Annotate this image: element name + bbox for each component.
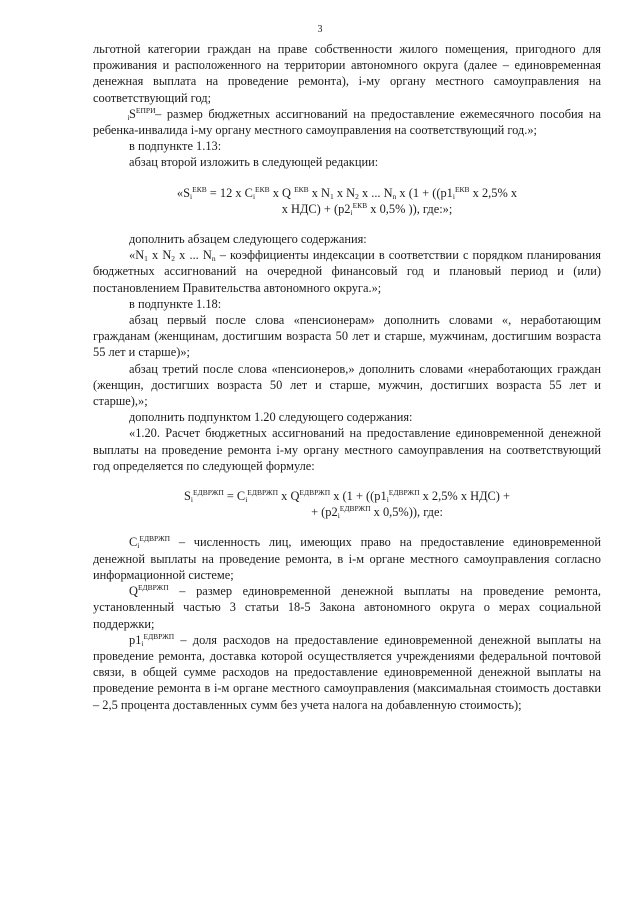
- paragraph-2-text: – размер бюджетных ассигнований на предоставление ежемесячного пособия на ребенка-инвалида i-му органу местного самоуправления на соответствующий год.»;: [93, 106, 601, 138]
- symbol-sub: i: [127, 112, 130, 122]
- formula-edvrzhp: [93, 488, 601, 520]
- page-number: 3: [317, 24, 323, 35]
- formula-ekv-line-1: «$S_i^{ЕКВ} = 12$ х $C_i^{ЕКВ}$ х Q $^{ЕКВ}$ х $N_1$ х $N_2$ х ... $N_n$ х ($1 + ((p1_i^{ЕКВ}$ х 2,5% х: [176, 184, 518, 201]
- formula-edvrzhp-line-2: + ($p2_i^{ЕДВРЖП}$ х 0,5%)), где:: [311, 504, 443, 521]
- paragraph-12: $C_i^{ЕДВРЖП}$ – численность лиц, имеющих право на предоставление единовременной денежной выплаты на проведение ремонта, в i-м органе местного самоуправления согласно информационной системе;: [93, 534, 601, 582]
- paragraph-11: «1.20. Расчет бюджетных ассигнований на предоставление единовременной денежной выплаты на проведение ремонта i-му органу местного самоуправления на соответствующий год определяется по следующей формуле:: [93, 426, 601, 473]
- formula-ekv: [93, 185, 601, 217]
- formula-ekv-line-2: х $НДС) + (p2_i^{ЕКВ}$ х 0,5% )), где:»;: [281, 200, 453, 217]
- formula-edvrzhp-line-1: $S_i^{ЕДВРЖП} = C_i^{ЕДВРЖП}$ х $Q^{ЕДВРЖП}$ х ($1 + ((p1_i^{ЕДВРЖП}$ х 2,5% х НДС) +: [184, 488, 510, 505]
- paragraph-7: в подпункте 1.18:: [129, 296, 222, 311]
- document-body: [93, 41, 601, 713]
- paragraph-4: абзац второй изложить в следующей редакции:: [129, 155, 379, 170]
- paragraph-8: абзац первый после слова «пенсионерам» дополнить словами «, неработающим гражданам (женщинам, достигшим возраста 50 лет и старше, мужчинам, достигшим возраста 55 лет и старше)»;: [93, 313, 601, 360]
- paragraph-3: в подпункте 1.13:: [129, 139, 222, 154]
- symbol-sup: ЕПРИ: [135, 105, 156, 115]
- paragraph-14: $p1_i^{ЕДВРЖП}$ – доля расходов на предоставление единовременной денежной выплаты на проведение ремонта, доставка которой осуществляется учреждениями федеральной почтовой связи, в общей сумме расходов на предоставление единовременной денежной выплаты на проведение ремонта в i-м органе местного самоуправления (максимальная стоимость доставки – 2,5 процента доставленных сумм без учета налога на добавленную стоимость);: [93, 631, 601, 712]
- paragraph-5: дополнить абзацем следующего содержания:: [129, 232, 367, 247]
- paragraph-9: абзац третий после слова «пенсионеров,» дополнить словами «неработающих граждан (женщин, достигших возраста 50 лет и старше, мужчин, достигших возраста 55 лет и старше),»;: [93, 361, 601, 409]
- paragraph-13: $Q^{ЕДВРЖП}$ – размер единовременной денежной выплаты на проведение ремонта, установленный частью 3 статьи 18-5 Закона автономного округа о мерах социальной поддержки;: [93, 583, 601, 631]
- paragraph-6: «$N_1$ х $N_2$ х ... $N_n$ – коэффициенты индексации в соответствии с порядком планирования бюджетных ассигнований на очередной финансовый год и плановый период и (или) постановлением Правительства автономного округа.»;: [93, 248, 602, 295]
- paragraph-1: льготной категории граждан на праве собственности жилого помещения, пригодного для проживания и расположенного на территории автономного округа (далее – единовременная денежная выплата на проведение ремонта), i-му органу местного самоуправления на соответствующий год;: [93, 42, 601, 105]
- paragraph-10: дополнить подпунктом 1.20 следующего содержания:: [129, 410, 413, 425]
- symbol-s: S: [129, 106, 136, 121]
- paragraph-2: [93, 106, 601, 138]
